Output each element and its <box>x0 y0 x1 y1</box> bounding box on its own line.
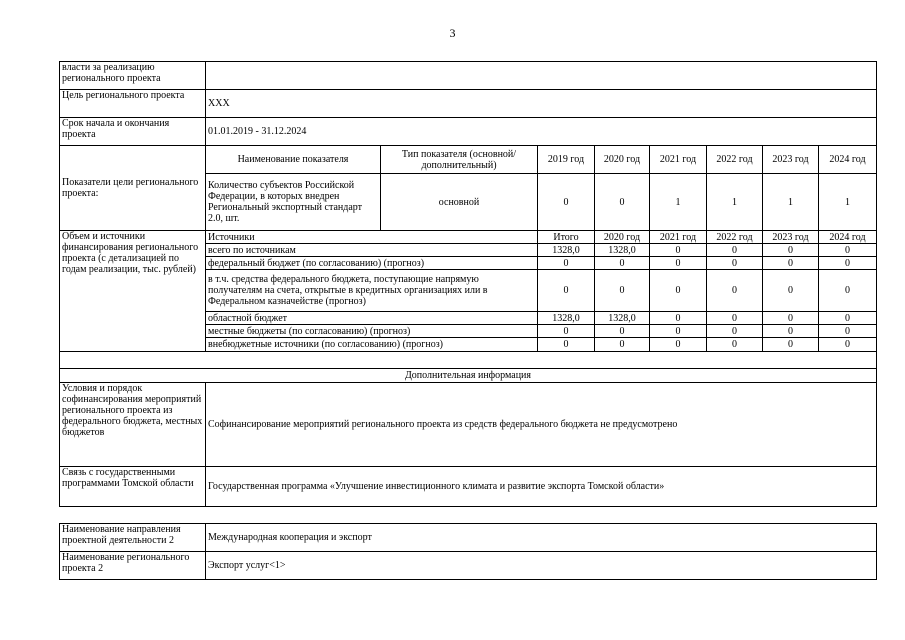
financing-value: 0 <box>650 325 707 338</box>
cofinancing-row <box>60 383 877 467</box>
financing-value: 0 <box>595 257 650 270</box>
financing-value: 0 <box>707 244 763 257</box>
indicator-type: основной <box>381 174 538 231</box>
indicator-type-header: Тип показателя (основной/дополнительный) <box>381 146 538 174</box>
year-header: 2024 год <box>819 146 877 174</box>
authority-label: власти за реализацию регионального проекта <box>60 62 206 90</box>
financing-value: 0 <box>707 338 763 352</box>
indicator-value: 1 <box>819 174 877 231</box>
financing-value: 0 <box>650 338 707 352</box>
financing-value: 0 <box>707 325 763 338</box>
indicator-value: 1 <box>707 174 763 231</box>
indicator-name-header: Наименование показателя <box>206 146 381 174</box>
indicator-value: 1 <box>650 174 707 231</box>
direction-value: Международная кооперация и экспорт <box>206 524 877 552</box>
financing-label: Объем и источники финансирования регионального проекта (с детализацией по годам реализации, тыс. рублей) <box>60 231 206 352</box>
financing-source: внебюджетные источники (по согласованию) (прогноз) <box>206 338 538 352</box>
financing-source: в т.ч. средства федерального бюджета, поступающие напрямую получателям на счета, открытые в кредитных организациях или в Федеральном казначействе (прогноз) <box>206 270 538 312</box>
indicators-header-row <box>60 146 877 174</box>
financing-value: 0 <box>707 257 763 270</box>
financing-source: местные бюджеты (по согласованию) (прогноз) <box>206 325 538 338</box>
goal-row <box>60 90 877 118</box>
year-header: 2021 год <box>650 146 707 174</box>
indicator-value: 0 <box>595 174 650 231</box>
spacer-cell <box>60 352 877 369</box>
financing-value: 0 <box>763 338 819 352</box>
financing-col-header: 2024 год <box>819 231 877 244</box>
financing-value: 1328,0 <box>595 244 650 257</box>
financing-source: областной бюджет <box>206 312 538 325</box>
page-number: 3 <box>449 26 456 40</box>
year-header: 2023 год <box>763 146 819 174</box>
financing-col-header: 2023 год <box>763 231 819 244</box>
financing-value: 0 <box>650 270 707 312</box>
financing-value: 0 <box>538 257 595 270</box>
financing-value: 0 <box>650 257 707 270</box>
financing-value: 0 <box>595 325 650 338</box>
additional-info-title: Дополнительная информация <box>60 369 877 383</box>
financing-header-row <box>60 231 877 244</box>
direction-label: Наименование направления проектной деятельности 2 <box>60 524 206 552</box>
project-direction-table <box>59 523 877 580</box>
financing-col-header: 2020 год <box>595 231 650 244</box>
project-name-label: Наименование регионального проекта 2 <box>60 552 206 580</box>
financing-source: федеральный бюджет (по согласованию) (прогноз) <box>206 257 538 270</box>
financing-value: 0 <box>538 325 595 338</box>
financing-value: 0 <box>763 244 819 257</box>
financing-value: 0 <box>650 312 707 325</box>
additional-info-row <box>60 369 877 383</box>
program-link-label: Связь с государственными программами Томской области <box>60 467 206 507</box>
indicator-value: 0 <box>538 174 595 231</box>
financing-value: 0 <box>650 244 707 257</box>
project-name-value: Экспорт услуг<1> <box>206 552 877 580</box>
project-passport-table <box>59 61 877 507</box>
indicators-label: Показатели цели регионального проекта: <box>60 146 206 231</box>
financing-col-header: Итого <box>538 231 595 244</box>
financing-value: 0 <box>763 257 819 270</box>
financing-value: 0 <box>595 338 650 352</box>
financing-value: 0 <box>819 325 877 338</box>
financing-value: 0 <box>819 270 877 312</box>
authority-value <box>206 62 877 90</box>
financing-value: 0 <box>538 338 595 352</box>
period-value: 01.01.2019 - 31.12.2024 <box>206 118 877 146</box>
financing-value: 0 <box>819 244 877 257</box>
financing-value: 1328,0 <box>595 312 650 325</box>
financing-value: 0 <box>763 312 819 325</box>
goal-label: Цель регионального проекта <box>60 90 206 118</box>
program-link-row <box>60 467 877 507</box>
period-label: Срок начала и окончания проекта <box>60 118 206 146</box>
financing-value: 0 <box>819 312 877 325</box>
year-header: 2022 год <box>707 146 763 174</box>
financing-value: 0 <box>763 270 819 312</box>
year-header: 2019 год <box>538 146 595 174</box>
financing-source-header: Источники <box>206 231 538 244</box>
period-row <box>60 118 877 146</box>
financing-value: 1328,0 <box>538 312 595 325</box>
cofinancing-value: Софинансирование мероприятий регионального проекта из средств федерального бюджета не предусмотрено <box>206 383 877 467</box>
year-header: 2020 год <box>595 146 650 174</box>
indicator-value: 1 <box>763 174 819 231</box>
direction-row <box>60 524 877 552</box>
financing-value: 0 <box>819 338 877 352</box>
authority-row <box>60 62 877 90</box>
spacer-row <box>60 352 877 369</box>
financing-col-header: 2022 год <box>707 231 763 244</box>
financing-value: 0 <box>819 257 877 270</box>
project-name-row <box>60 552 877 580</box>
financing-col-header: 2021 год <box>650 231 707 244</box>
financing-value: 0 <box>707 270 763 312</box>
financing-value: 0 <box>763 325 819 338</box>
financing-value: 1328,0 <box>538 244 595 257</box>
financing-value: 0 <box>538 270 595 312</box>
financing-value: 0 <box>707 312 763 325</box>
goal-value: ХХХ <box>206 90 877 118</box>
financing-source: всего по источникам <box>206 244 538 257</box>
indicator-name: Количество субъектов Российской Федерации, в которых внедрен Региональный экспортный стандарт 2.0, шт. <box>206 174 381 231</box>
financing-value: 0 <box>595 270 650 312</box>
program-link-value: Государственная программа «Улучшение инвестиционного климата и развитие экспорта Томской области» <box>206 467 877 507</box>
cofinancing-label: Условия и порядок софинансирования мероприятий регионального проекта из федерального бюджета, местных бюджетов <box>60 383 206 467</box>
